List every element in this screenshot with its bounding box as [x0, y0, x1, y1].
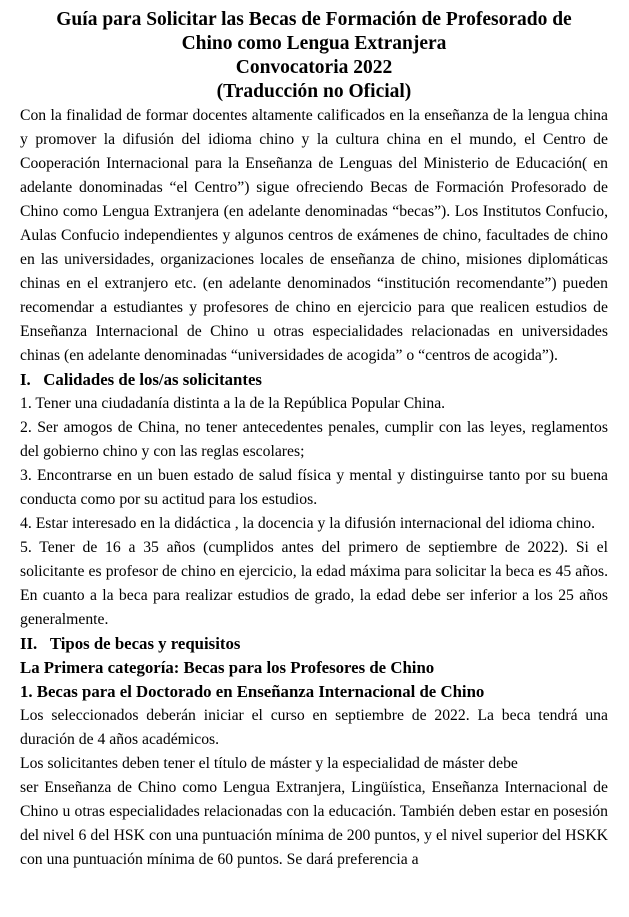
section-2-subheading-phd: 1. Becas para el Doctorado en Enseñanza Internacional de Chino: [20, 682, 485, 701]
title-line-4: (Traducción no Oficial): [216, 81, 412, 102]
section-2-subheading-first-category: La Primera categoría: Becas para los Profesores de Chino: [20, 658, 435, 677]
phd-paragraph-2: Los solicitantes deben tener el título de máster y la especialidad de máster debe: [20, 755, 518, 772]
title-line-1: Guía para Solicitar las Becas de Formación de Profesorado de: [56, 9, 572, 30]
phd-paragraph-1: Los seleccionados deberán iniciar el curso en septiembre de 2022. La beca tendrá una duración de 4 años académicos.: [20, 707, 608, 748]
document-title: [20, 8, 608, 104]
requirement-item-4: 4. Estar interesado en la didáctica , la docencia y la difusión internacional del idioma chino.: [20, 515, 595, 532]
requirement-item-3: 3. Encontrarse en un buen estado de salud física y mental y distinguirse tanto por su buena conducta como por su actitud para los estudios.: [20, 467, 608, 508]
phd-paragraph-3: ser Enseñanza de Chino como Lengua Extranjera, Lingüística, Enseñanza Internacional de Chino u otras especialidades relacionadas con la educación. También deben estar en posesión del nivel 6 del HSK con una puntuación mínima de 200 puntos, y el nivel superior del HSKK con una puntuación mínima de 60 puntos. Se dará preferencia a: [20, 779, 608, 868]
requirement-item-5: 5. Tener de 16 a 35 años (cumplidos antes del primero de septiembre de 2022). Si el solicitante es profesor de chino en ejercicio, la edad máxima para solicitar la beca es 45 años. En cuanto a la beca para realizar estudios de grado, la edad debe ser inferior a los 25 años generalmente.: [20, 539, 608, 628]
title-line-3: Convocatoria 2022: [235, 57, 393, 78]
requirement-item-2: 2. Ser amogos de China, no tener antecedentes penales, cumplir con las leyes, reglamentos del gobierno chino y con las reglas escolares;: [20, 419, 608, 460]
section-1-heading: I. Calidades de los/as solicitantes: [20, 370, 262, 389]
requirement-item-1: 1. Tener una ciudadanía distinta a la de la República Popular China.: [20, 395, 446, 412]
section-2-heading: II. Tipos de becas y requisitos: [20, 634, 241, 653]
intro-paragraph: Con la finalidad de formar docentes altamente calificados en la enseñanza de la lengua china y promover la difusión del idioma chino y la cultura china en el mundo, el Centro de Cooperación Internacional para la Enseñanza de Lenguas del Ministerio de Educación( en adelante donominadas “el Centro”) sigue ofreciendo Becas de Formación Profesorado de Chino como Lengua Extranjera (en adelante denominadas “becas”). Los Institutos Confucio, Aulas Confucio independientes y algunos centros de exámenes de chino, facultades de chino en las universidades, organizaciones locales de enseñanza de chino, misiones diplomáticas chinas en el extranjero etc. (en adelante denominados “institución recomendante”) pueden recomendar a estudiantes y profesores de chino en ejercicio para que realicen estudios de Enseñanza Internacional de Chino u otras especialidades relacionadas en universidades chinas (en adelante denominadas “universidades de acogida” o “centros de acogida”).: [20, 107, 608, 364]
title-line-2: Chino como Lengua Extranjera: [181, 33, 447, 54]
